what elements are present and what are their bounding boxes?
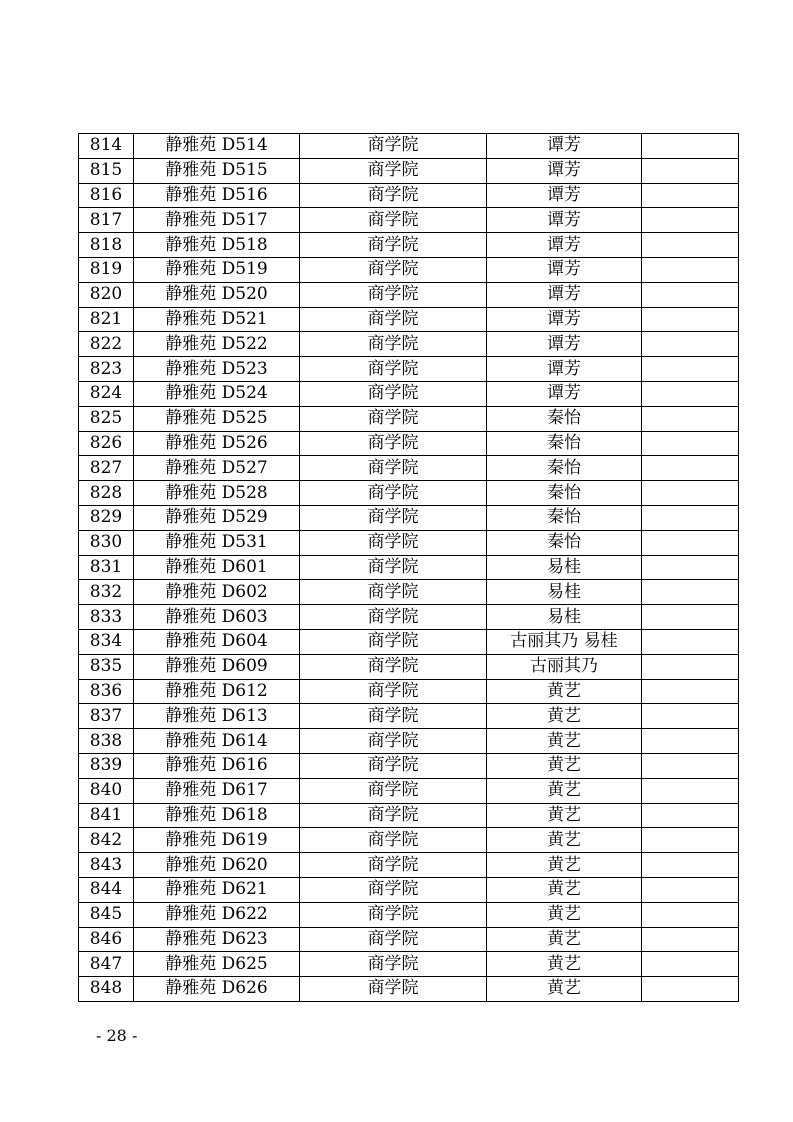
row-number-cell: 846 (79, 927, 134, 952)
counselor-name-cell: 黄艺 (487, 853, 642, 878)
counselor-name-cell: 黄艺 (487, 778, 642, 803)
department-cell: 商学院 (300, 357, 487, 382)
room-cell: 静雅苑 D604 (134, 629, 300, 654)
table-row (79, 332, 739, 357)
department-cell: 商学院 (300, 877, 487, 902)
table-row (79, 431, 739, 456)
table-row (79, 977, 739, 1002)
table-row (79, 679, 739, 704)
room-cell: 静雅苑 D516 (134, 183, 300, 208)
department-cell: 商学院 (300, 530, 487, 555)
department-cell: 商学院 (300, 952, 487, 977)
table-row (79, 555, 739, 580)
table-row (79, 778, 739, 803)
counselor-name-cell: 谭芳 (487, 257, 642, 282)
counselor-name-cell: 黄艺 (487, 927, 642, 952)
counselor-name-cell: 易桂 (487, 580, 642, 605)
remarks-cell (642, 530, 739, 555)
table-row (79, 828, 739, 853)
department-cell: 商学院 (300, 927, 487, 952)
room-cell: 静雅苑 D619 (134, 828, 300, 853)
table-row (79, 580, 739, 605)
row-number-cell: 816 (79, 183, 134, 208)
table-row (79, 481, 739, 506)
remarks-cell (642, 257, 739, 282)
row-number-cell: 817 (79, 208, 134, 233)
row-number-cell: 842 (79, 828, 134, 853)
room-cell: 静雅苑 D527 (134, 456, 300, 481)
remarks-cell (642, 729, 739, 754)
table-row (79, 134, 739, 159)
room-cell: 静雅苑 D518 (134, 233, 300, 258)
room-cell: 静雅苑 D531 (134, 530, 300, 555)
department-cell: 商学院 (300, 778, 487, 803)
remarks-cell (642, 853, 739, 878)
room-cell: 静雅苑 D625 (134, 952, 300, 977)
table-row (79, 654, 739, 679)
remarks-cell (642, 877, 739, 902)
department-cell: 商学院 (300, 406, 487, 431)
table-row (79, 952, 739, 977)
department-cell: 商学院 (300, 729, 487, 754)
room-cell: 静雅苑 D528 (134, 481, 300, 506)
remarks-cell (642, 357, 739, 382)
row-number-cell: 833 (79, 605, 134, 630)
room-cell: 静雅苑 D529 (134, 505, 300, 530)
department-cell: 商学院 (300, 134, 487, 159)
row-number-cell: 823 (79, 357, 134, 382)
row-number-cell: 825 (79, 406, 134, 431)
table-row (79, 704, 739, 729)
room-cell: 静雅苑 D525 (134, 406, 300, 431)
remarks-cell (642, 803, 739, 828)
counselor-name-cell: 易桂 (487, 605, 642, 630)
department-cell: 商学院 (300, 481, 487, 506)
department-cell: 商学院 (300, 233, 487, 258)
department-cell: 商学院 (300, 332, 487, 357)
department-cell: 商学院 (300, 555, 487, 580)
row-number-cell: 836 (79, 679, 134, 704)
table-row (79, 307, 739, 332)
counselor-name-cell: 黄艺 (487, 704, 642, 729)
counselor-name-cell: 谭芳 (487, 307, 642, 332)
room-cell: 静雅苑 D616 (134, 753, 300, 778)
department-cell: 商学院 (300, 704, 487, 729)
counselor-name-cell: 谭芳 (487, 183, 642, 208)
counselor-name-cell: 黄艺 (487, 877, 642, 902)
room-cell: 静雅苑 D524 (134, 381, 300, 406)
department-cell: 商学院 (300, 282, 487, 307)
room-cell: 静雅苑 D612 (134, 679, 300, 704)
remarks-cell (642, 977, 739, 1002)
remarks-cell (642, 778, 739, 803)
department-cell: 商学院 (300, 902, 487, 927)
counselor-name-cell: 谭芳 (487, 332, 642, 357)
remarks-cell (642, 629, 739, 654)
room-cell: 静雅苑 D601 (134, 555, 300, 580)
remarks-cell (642, 431, 739, 456)
department-cell: 商学院 (300, 307, 487, 332)
remarks-cell (642, 505, 739, 530)
department-cell: 商学院 (300, 828, 487, 853)
remarks-cell (642, 332, 739, 357)
remarks-cell (642, 282, 739, 307)
row-number-cell: 818 (79, 233, 134, 258)
remarks-cell (642, 654, 739, 679)
room-cell: 静雅苑 D602 (134, 580, 300, 605)
room-cell: 静雅苑 D614 (134, 729, 300, 754)
row-number-cell: 829 (79, 505, 134, 530)
counselor-name-cell: 易桂 (487, 555, 642, 580)
remarks-cell (642, 158, 739, 183)
table-body (79, 134, 739, 1002)
row-number-cell: 821 (79, 307, 134, 332)
counselor-name-cell: 黄艺 (487, 803, 642, 828)
remarks-cell (642, 208, 739, 233)
table-row (79, 183, 739, 208)
row-number-cell: 815 (79, 158, 134, 183)
department-cell: 商学院 (300, 505, 487, 530)
department-cell: 商学院 (300, 803, 487, 828)
row-number-cell: 819 (79, 257, 134, 282)
row-number-cell: 822 (79, 332, 134, 357)
row-number-cell: 839 (79, 753, 134, 778)
counselor-name-cell: 黄艺 (487, 952, 642, 977)
row-number-cell: 826 (79, 431, 134, 456)
department-cell: 商学院 (300, 629, 487, 654)
room-cell: 静雅苑 D603 (134, 605, 300, 630)
row-number-cell: 834 (79, 629, 134, 654)
row-number-cell: 843 (79, 853, 134, 878)
remarks-cell (642, 307, 739, 332)
department-cell: 商学院 (300, 679, 487, 704)
counselor-name-cell: 秦怡 (487, 456, 642, 481)
table-row (79, 208, 739, 233)
room-cell: 静雅苑 D523 (134, 357, 300, 382)
row-number-cell: 832 (79, 580, 134, 605)
room-cell: 静雅苑 D622 (134, 902, 300, 927)
room-cell: 静雅苑 D626 (134, 977, 300, 1002)
remarks-cell (642, 679, 739, 704)
room-cell: 静雅苑 D623 (134, 927, 300, 952)
counselor-name-cell: 秦怡 (487, 406, 642, 431)
counselor-name-cell: 秦怡 (487, 481, 642, 506)
row-number-cell: 827 (79, 456, 134, 481)
counselor-name-cell: 古丽其乃 易桂 (487, 629, 642, 654)
department-cell: 商学院 (300, 753, 487, 778)
table-row (79, 803, 739, 828)
row-number-cell: 835 (79, 654, 134, 679)
counselor-name-cell: 谭芳 (487, 381, 642, 406)
remarks-cell (642, 902, 739, 927)
table-row (79, 257, 739, 282)
table-row (79, 927, 739, 952)
row-number-cell: 844 (79, 877, 134, 902)
remarks-cell (642, 828, 739, 853)
counselor-name-cell: 谭芳 (487, 208, 642, 233)
counselor-name-cell: 黄艺 (487, 828, 642, 853)
counselor-name-cell: 黄艺 (487, 977, 642, 1002)
remarks-cell (642, 952, 739, 977)
counselor-name-cell: 谭芳 (487, 158, 642, 183)
department-cell: 商学院 (300, 853, 487, 878)
remarks-cell (642, 753, 739, 778)
row-number-cell: 838 (79, 729, 134, 754)
dormitory-assignment-table (78, 133, 739, 1002)
department-cell: 商学院 (300, 977, 487, 1002)
counselor-name-cell: 秦怡 (487, 431, 642, 456)
row-number-cell: 828 (79, 481, 134, 506)
row-number-cell: 847 (79, 952, 134, 977)
row-number-cell: 824 (79, 381, 134, 406)
department-cell: 商学院 (300, 183, 487, 208)
counselor-name-cell: 古丽其乃 (487, 654, 642, 679)
table-row (79, 530, 739, 555)
department-cell: 商学院 (300, 654, 487, 679)
row-number-cell: 830 (79, 530, 134, 555)
remarks-cell (642, 134, 739, 159)
remarks-cell (642, 481, 739, 506)
row-number-cell: 814 (79, 134, 134, 159)
room-cell: 静雅苑 D522 (134, 332, 300, 357)
counselor-name-cell: 黄艺 (487, 679, 642, 704)
room-cell: 静雅苑 D620 (134, 853, 300, 878)
counselor-name-cell: 谭芳 (487, 357, 642, 382)
counselor-name-cell: 黄艺 (487, 753, 642, 778)
remarks-cell (642, 555, 739, 580)
counselor-name-cell: 谭芳 (487, 233, 642, 258)
table-row (79, 629, 739, 654)
table-row (79, 158, 739, 183)
room-cell: 静雅苑 D515 (134, 158, 300, 183)
department-cell: 商学院 (300, 431, 487, 456)
row-number-cell: 845 (79, 902, 134, 927)
remarks-cell (642, 183, 739, 208)
department-cell: 商学院 (300, 580, 487, 605)
department-cell: 商学院 (300, 208, 487, 233)
row-number-cell: 837 (79, 704, 134, 729)
table-row (79, 357, 739, 382)
counselor-name-cell: 秦怡 (487, 530, 642, 555)
remarks-cell (642, 704, 739, 729)
room-cell: 静雅苑 D613 (134, 704, 300, 729)
table-row (79, 456, 739, 481)
room-cell: 静雅苑 D618 (134, 803, 300, 828)
row-number-cell: 841 (79, 803, 134, 828)
room-cell: 静雅苑 D621 (134, 877, 300, 902)
room-cell: 静雅苑 D520 (134, 282, 300, 307)
counselor-name-cell: 黄艺 (487, 902, 642, 927)
remarks-cell (642, 927, 739, 952)
remarks-cell (642, 605, 739, 630)
table-row (79, 233, 739, 258)
remarks-cell (642, 381, 739, 406)
table-row (79, 853, 739, 878)
table-row (79, 282, 739, 307)
table-row (79, 605, 739, 630)
remarks-cell (642, 456, 739, 481)
room-cell: 静雅苑 D519 (134, 257, 300, 282)
room-cell: 静雅苑 D609 (134, 654, 300, 679)
table-row (79, 902, 739, 927)
row-number-cell: 820 (79, 282, 134, 307)
row-number-cell: 831 (79, 555, 134, 580)
counselor-name-cell: 秦怡 (487, 505, 642, 530)
table-row (79, 729, 739, 754)
department-cell: 商学院 (300, 257, 487, 282)
room-cell: 静雅苑 D517 (134, 208, 300, 233)
table-row (79, 753, 739, 778)
table-row (79, 406, 739, 431)
remarks-cell (642, 233, 739, 258)
department-cell: 商学院 (300, 158, 487, 183)
page-number: - 28 - (96, 1026, 138, 1045)
counselor-name-cell: 黄艺 (487, 729, 642, 754)
room-cell: 静雅苑 D526 (134, 431, 300, 456)
counselor-name-cell: 谭芳 (487, 282, 642, 307)
remarks-cell (642, 406, 739, 431)
row-number-cell: 848 (79, 977, 134, 1002)
table-row (79, 877, 739, 902)
counselor-name-cell: 谭芳 (487, 134, 642, 159)
room-cell: 静雅苑 D521 (134, 307, 300, 332)
room-cell: 静雅苑 D514 (134, 134, 300, 159)
department-cell: 商学院 (300, 456, 487, 481)
department-cell: 商学院 (300, 605, 487, 630)
department-cell: 商学院 (300, 381, 487, 406)
table-row (79, 381, 739, 406)
row-number-cell: 840 (79, 778, 134, 803)
room-cell: 静雅苑 D617 (134, 778, 300, 803)
remarks-cell (642, 580, 739, 605)
table-row (79, 505, 739, 530)
